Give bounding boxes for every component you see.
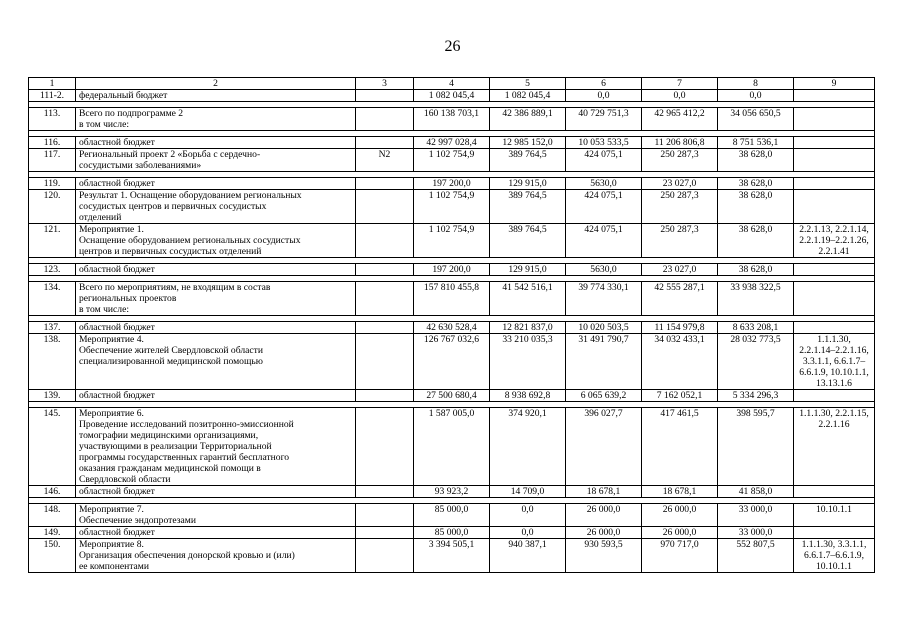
value-year-3: 26 000,0: [642, 527, 718, 539]
row-name: [76, 486, 356, 498]
row-name: [76, 90, 356, 102]
table-row: [29, 527, 875, 539]
target-indicator-refs: [794, 178, 875, 190]
row-number: 123.: [29, 264, 76, 276]
table-row: [29, 190, 875, 224]
value-year-4: 41 858,0: [718, 486, 794, 498]
row-name-line: программы государственных гарантий бесплатного: [79, 452, 290, 463]
ref-line: 2.2.1.13, 2.2.1.14,: [799, 224, 869, 235]
row-name-line: Обеспечение жителей Свердловской области: [79, 345, 263, 356]
value-total: 3 394 505,1: [414, 539, 490, 573]
value-year-2: 0,0: [566, 90, 642, 102]
column-header: 1: [29, 78, 76, 90]
value-total: 157 810 455,8: [414, 282, 490, 316]
row-name-line: Всего по мероприятиям, не входящим в состав: [79, 282, 271, 293]
row-name-line: Мероприятие 7.: [79, 504, 144, 515]
value-year-4: 28 032 773,5: [718, 334, 794, 390]
value-year-1: 129 915,0: [490, 178, 566, 190]
value-year-1: 0,0: [490, 527, 566, 539]
value-year-3: 42 555 287,1: [642, 282, 718, 316]
row-name-line: областной бюджет: [79, 322, 155, 333]
row-name-line: Организация обеспечения донорской кровью и (или): [79, 550, 295, 561]
value-year-2: 930 593,5: [566, 539, 642, 573]
value-total: 85 000,0: [414, 504, 490, 527]
table-row: [29, 334, 875, 390]
value-year-2: 424 075,1: [566, 149, 642, 172]
row-name: [76, 539, 356, 573]
value-year-1: 389 764,5: [490, 190, 566, 224]
table-row: [29, 108, 875, 131]
value-total: 126 767 032,6: [414, 334, 490, 390]
row-name: [76, 224, 356, 258]
value-total: 197 200,0: [414, 178, 490, 190]
value-year-2: 396 027,7: [566, 408, 642, 486]
ref-line: 10.10.1.1: [816, 504, 852, 515]
row-name-line: областной бюджет: [79, 178, 155, 189]
table-row: [29, 408, 875, 486]
value-year-1: 1 082 045,4: [490, 90, 566, 102]
value-year-3: 26 000,0: [642, 504, 718, 527]
row-name-line: Проведение исследований позитронно-эмиссионной: [79, 419, 294, 430]
table-header-row: [29, 78, 875, 90]
table-row: [29, 137, 875, 149]
column-header: 5: [490, 78, 566, 90]
row-number: 113.: [29, 108, 76, 131]
value-year-2: 424 075,1: [566, 190, 642, 224]
value-year-4: 33 938 322,5: [718, 282, 794, 316]
value-year-3: 250 287,3: [642, 149, 718, 172]
target-indicator-refs: [794, 504, 875, 527]
column-header: 4: [414, 78, 490, 90]
value-total: 27 500 680,4: [414, 390, 490, 402]
row-name-line: Мероприятие 8.: [79, 539, 144, 550]
ref-line: 6.6.1.7–6.6.1.9,: [804, 550, 864, 561]
row-name: [76, 322, 356, 334]
row-name: [76, 390, 356, 402]
code-cell: [356, 408, 414, 486]
row-name-line: областной бюджет: [79, 390, 155, 401]
column-header: 9: [794, 78, 875, 90]
table-row: [29, 539, 875, 573]
value-year-3: 11 154 979,8: [642, 322, 718, 334]
row-number: 134.: [29, 282, 76, 316]
value-year-4: 33 000,0: [718, 527, 794, 539]
budget-table: [28, 77, 875, 573]
value-year-2: 424 075,1: [566, 224, 642, 258]
code-cell: N2: [356, 149, 414, 172]
target-indicator-refs: [794, 334, 875, 390]
row-name: [76, 504, 356, 527]
value-year-4: 38 628,0: [718, 224, 794, 258]
value-year-2: 10 020 503,5: [566, 322, 642, 334]
row-number: 138.: [29, 334, 76, 390]
row-name: [76, 408, 356, 486]
value-year-1: 389 764,5: [490, 149, 566, 172]
ref-line: 2.2.1.14–2.2.1.16,: [799, 345, 869, 356]
value-year-2: 40 729 751,3: [566, 108, 642, 131]
row-name-line: областной бюджет: [79, 137, 155, 148]
row-number: 137.: [29, 322, 76, 334]
value-year-3: 42 965 412,2: [642, 108, 718, 131]
value-total: 1 102 754,9: [414, 190, 490, 224]
target-indicator-refs: [794, 408, 875, 486]
value-year-1: 12 985 152,0: [490, 137, 566, 149]
value-year-1: 8 938 692,8: [490, 390, 566, 402]
target-indicator-refs: [794, 264, 875, 276]
value-year-4: 8 633 208,1: [718, 322, 794, 334]
row-name: [76, 264, 356, 276]
code-cell: [356, 486, 414, 498]
row-name-line: Результат 1. Оснащение оборудованием региональных: [79, 190, 302, 201]
row-name-line: отделений: [79, 212, 122, 223]
value-total: 1 102 754,9: [414, 149, 490, 172]
target-indicator-refs: [794, 282, 875, 316]
target-indicator-refs: [794, 108, 875, 131]
value-total: 1 587 005,0: [414, 408, 490, 486]
code-cell: [356, 504, 414, 527]
code-cell: [356, 224, 414, 258]
code-cell: [356, 178, 414, 190]
row-name-line: Обеспечение эндопротезами: [79, 515, 196, 526]
value-year-4: 38 628,0: [718, 190, 794, 224]
value-year-1: 14 709,0: [490, 486, 566, 498]
row-name: [76, 178, 356, 190]
row-name-line: Мероприятие 6.: [79, 408, 144, 419]
value-year-4: 38 628,0: [718, 149, 794, 172]
value-year-4: 552 807,5: [718, 539, 794, 573]
value-year-3: 18 678,1: [642, 486, 718, 498]
row-number: 121.: [29, 224, 76, 258]
value-year-3: 23 027,0: [642, 178, 718, 190]
code-cell: [356, 539, 414, 573]
table-row: [29, 504, 875, 527]
code-cell: [356, 90, 414, 102]
table-row: [29, 486, 875, 498]
row-name-line: Мероприятие 1.: [79, 224, 144, 235]
value-year-4: 34 056 650,5: [718, 108, 794, 131]
value-year-1: 940 387,1: [490, 539, 566, 573]
row-name-line: [79, 378, 352, 389]
table-row: [29, 282, 875, 316]
table-row: [29, 178, 875, 190]
value-year-3: 417 461,5: [642, 408, 718, 486]
value-total: 85 000,0: [414, 527, 490, 539]
value-total: 42 997 028,4: [414, 137, 490, 149]
code-cell: [356, 137, 414, 149]
row-name-line: ее компонентами: [79, 561, 150, 572]
row-number: 120.: [29, 190, 76, 224]
row-name: [76, 282, 356, 316]
row-number: 111-2.: [29, 90, 76, 102]
row-name: [76, 108, 356, 131]
row-name: [76, 334, 356, 390]
table-row: [29, 224, 875, 258]
row-name-line: Оснащение оборудованием региональных сосудистых: [79, 235, 301, 246]
value-year-1: 374 920,1: [490, 408, 566, 486]
target-indicator-refs: [794, 539, 875, 573]
value-year-2: 39 774 330,1: [566, 282, 642, 316]
ref-line: 2.2.1.19–2.2.1.26,: [799, 235, 869, 246]
ref-line: 1.1.1.30, 2.2.1.15,: [799, 408, 869, 419]
value-year-4: 38 628,0: [718, 264, 794, 276]
value-total: 197 200,0: [414, 264, 490, 276]
target-indicator-refs: [794, 527, 875, 539]
value-year-4: 8 751 536,1: [718, 137, 794, 149]
value-total: 93 923,2: [414, 486, 490, 498]
ref-line: 6.6.1.9, 10.10.1.1,: [799, 367, 869, 378]
row-name-line: Мероприятие 4.: [79, 334, 144, 345]
row-name: [76, 137, 356, 149]
row-number: 117.: [29, 149, 76, 172]
code-cell: [356, 264, 414, 276]
value-year-2: 5630,0: [566, 178, 642, 190]
row-name-line: оказания гражданам медицинской помощи в: [79, 463, 261, 474]
ref-line: 10.10.1.1: [816, 561, 852, 572]
value-year-4: 5 334 296,3: [718, 390, 794, 402]
column-header: 6: [566, 78, 642, 90]
table-row: [29, 90, 875, 102]
row-number: 149.: [29, 527, 76, 539]
value-year-4: 0,0: [718, 90, 794, 102]
code-cell: [356, 282, 414, 316]
value-year-1: 41 542 516,1: [490, 282, 566, 316]
value-year-2: 10 053 533,5: [566, 137, 642, 149]
value-year-2: 26 000,0: [566, 504, 642, 527]
value-year-3: 250 287,3: [642, 224, 718, 258]
code-cell: [356, 390, 414, 402]
column-header: 7: [642, 78, 718, 90]
value-year-3: 0,0: [642, 90, 718, 102]
target-indicator-refs: [794, 322, 875, 334]
value-total: 1 102 754,9: [414, 224, 490, 258]
table-row: [29, 322, 875, 334]
row-name-line: Свердловской области: [79, 474, 171, 485]
column-header: 8: [718, 78, 794, 90]
row-name-line: Всего по подпрограмме 2: [79, 108, 184, 119]
row-name-line: областной бюджет: [79, 527, 155, 538]
ref-line: 2.2.1.41: [818, 246, 850, 257]
target-indicator-refs: [794, 486, 875, 498]
value-year-2: 6 065 639,2: [566, 390, 642, 402]
target-indicator-refs: [794, 137, 875, 149]
value-year-3: 970 717,0: [642, 539, 718, 573]
value-year-3: 23 027,0: [642, 264, 718, 276]
row-name-line: центров и первичных сосудистых отделений: [79, 246, 262, 257]
value-year-2: 31 491 790,7: [566, 334, 642, 390]
row-name-line: сосудистыми заболеваниями»: [79, 160, 202, 171]
value-year-4: 33 000,0: [718, 504, 794, 527]
value-year-1: 12 821 837,0: [490, 322, 566, 334]
row-name-line: участвующими в реализации Территориальной: [79, 441, 272, 452]
row-name-line: областной бюджет: [79, 264, 155, 275]
row-name: [76, 149, 356, 172]
page-number: 26: [444, 38, 461, 55]
ref-line: 13.13.1.6: [816, 378, 852, 389]
value-year-2: 5630,0: [566, 264, 642, 276]
row-name-line: региональных проектов: [79, 293, 177, 304]
code-cell: [356, 108, 414, 131]
ref-line: 3.3.1.1, 6.6.1.7–: [802, 356, 866, 367]
column-header: 3: [356, 78, 414, 90]
value-year-3: 34 032 433,1: [642, 334, 718, 390]
target-indicator-refs: [794, 190, 875, 224]
value-year-3: 250 287,3: [642, 190, 718, 224]
row-name: [76, 527, 356, 539]
row-number: 146.: [29, 486, 76, 498]
value-year-1: 42 386 889,1: [490, 108, 566, 131]
target-indicator-refs: [794, 149, 875, 172]
row-name-line: специализированной медицинской помощью: [79, 356, 263, 367]
row-name-line: федеральный бюджет: [79, 90, 168, 101]
value-year-2: 26 000,0: [566, 527, 642, 539]
ref-line: 2.2.1.16: [818, 419, 850, 430]
row-number: 119.: [29, 178, 76, 190]
value-total: 42 630 528,4: [414, 322, 490, 334]
value-year-1: 0,0: [490, 504, 566, 527]
value-year-1: 33 210 035,3: [490, 334, 566, 390]
value-total: 160 138 703,1: [414, 108, 490, 131]
ref-line: 1.1.1.30, 3.3.1.1,: [801, 539, 867, 550]
row-name-line: в том числе:: [79, 304, 130, 315]
value-year-4: 398 595,7: [718, 408, 794, 486]
target-indicator-refs: [794, 390, 875, 402]
row-number: 145.: [29, 408, 76, 486]
table-row: [29, 264, 875, 276]
ref-line: 1.1.1.30,: [817, 334, 851, 345]
value-total: 1 082 045,4: [414, 90, 490, 102]
target-indicator-refs: [794, 90, 875, 102]
value-year-3: 11 206 806,8: [642, 137, 718, 149]
row-name: [76, 190, 356, 224]
table-row: [29, 390, 875, 402]
row-number: 150.: [29, 539, 76, 573]
table-row: [29, 149, 875, 172]
row-name-line: в том числе:: [79, 119, 130, 130]
row-name-line: Региональный проект 2 «Борьба с сердечно-: [79, 149, 261, 160]
code-cell: [356, 527, 414, 539]
value-year-1: 389 764,5: [490, 224, 566, 258]
code-cell: [356, 190, 414, 224]
row-number: 116.: [29, 137, 76, 149]
row-name-line: сосудистых центров и первичных сосудистых: [79, 201, 267, 212]
row-number: 148.: [29, 504, 76, 527]
row-number: 139.: [29, 390, 76, 402]
code-cell: [356, 334, 414, 390]
value-year-3: 7 162 052,1: [642, 390, 718, 402]
target-indicator-refs: [794, 224, 875, 258]
row-name-line: областной бюджет: [79, 486, 155, 497]
row-name-line: томографии медицинскими организациями,: [79, 430, 259, 441]
row-name-line: [79, 367, 352, 378]
value-year-1: 129 915,0: [490, 264, 566, 276]
code-cell: [356, 322, 414, 334]
value-year-4: 38 628,0: [718, 178, 794, 190]
value-year-2: 18 678,1: [566, 486, 642, 498]
column-header: 2: [76, 78, 356, 90]
